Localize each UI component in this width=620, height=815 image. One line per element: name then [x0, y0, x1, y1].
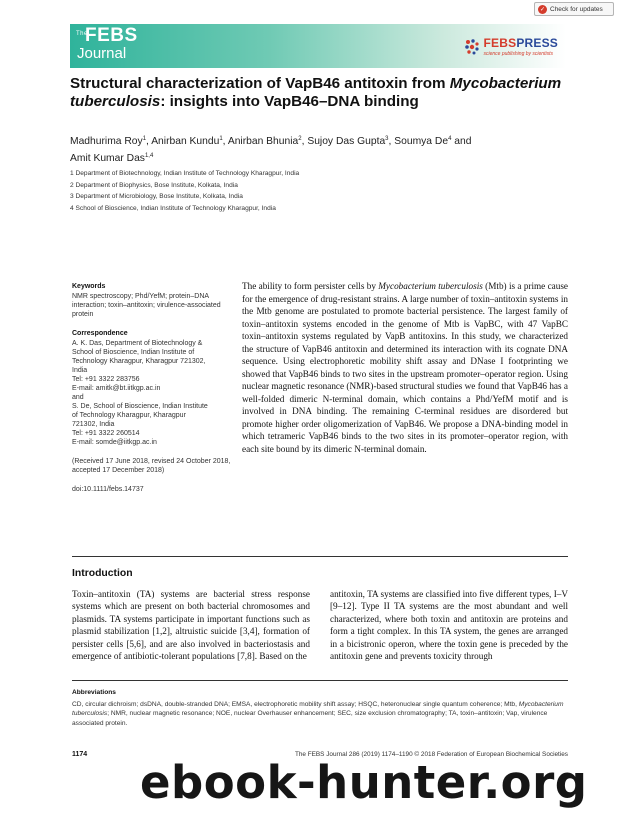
abbreviations-divider: [72, 680, 568, 681]
journal-banner: [70, 24, 566, 68]
correspondence-line: S. De, School of Bioscience, Indian Institute: [72, 403, 208, 410]
crossmark-icon: ✓: [539, 6, 546, 13]
author-list: Madhurima Roy$^1$, Anirban Kundu$^1$, Anirban Bhunia$^2$, Sujoy Das Gupta$^3$, Soumya De$^4$ and Amit Kumar Das$^{1,4}$: [70, 136, 472, 164]
check-for-updates-label: Check for updates: [550, 5, 603, 13]
logo-the: The: [76, 31, 88, 37]
received-dates: (Received 17 June 2018, revised 24 October 2018, accepted 17 December 2018): [72, 458, 231, 474]
title-part2: : insights into VapB46–DNA binding: [160, 92, 419, 110]
affiliation-item: 3 Department of Microbiology, Bose Institute, Kolkata, India: [70, 193, 243, 200]
correspondence-line: Tel: +91 3322 260514: [72, 430, 140, 437]
author-3[interactable]: Anirban Bhunia$^2$: [227, 136, 302, 147]
check-for-updates-button[interactable]: [534, 2, 614, 16]
affiliation-item: 1 Department of Biotechnology, Indian Institute of Technology Kharagpur, India: [70, 170, 300, 177]
authors-and: and: [454, 136, 472, 147]
correspondence-line: 721302, India: [72, 421, 115, 428]
correspondence-line: India: [72, 367, 88, 374]
watermark: ebook-hunter.org: [140, 756, 588, 809]
keywords-heading: Keywords: [72, 283, 106, 290]
author-1[interactable]: Madhurima Roy$^1$: [70, 136, 147, 147]
journal-citation: The FEBS Journal 286 (2019) 1174–1190 © 2018 Federation of European Biochemical Societies: [294, 751, 568, 758]
correspondence-line: A. K. Das, Department of Biotechnology &: [72, 340, 203, 347]
affiliation-item: 2 Department of Biophysics, Bose Institute, Kolkata, India: [70, 181, 238, 189]
abbreviations-text: CD, circular dichroism; dsDNA, double-stranded DNA; EMSA, electrophoretic mobility shift assay; HSQC, heteronuclear single quantum coherence; Mtb, Mycobacterium tuberculosis; NMR, nuclear magnetic resonance; NOE, nuclear Overhauser enhancement; SEC, size exclusion chromatography; TA, toxin–antitoxin; Vap, virulence associated protein.: [72, 700, 564, 727]
correspondence-email[interactable]: E-mail: amitk@bt.iitkgp.ac.in: [72, 385, 161, 392]
section-divider: [72, 556, 568, 557]
author-2[interactable]: Anirban Kundu$^1$: [151, 136, 223, 147]
introduction-heading: Introduction: [72, 568, 133, 579]
correspondence-heading: Correspondence: [72, 330, 128, 337]
article-title: [70, 75, 570, 110]
intro-column-left: Toxin–antitoxin (TA) systems are bacterial stress response systems which are present on both bacterial chromosomes and plasmids. TA systems participate in important functions such as plasmid stabilization [1,2], altruistic suicide [3,4], formation of persister cells [5,6], and are also involved in bacteriostasis and emergence of antibiotic-tolerant populations [7,8]. Based on the: [72, 589, 310, 662]
author-4[interactable]: Sujoy Das Gupta$^3$: [307, 136, 389, 147]
affiliations: [70, 168, 570, 214]
abbreviations-heading: Abbreviations: [72, 689, 116, 696]
author-5[interactable]: Soumya De$^4$: [394, 136, 452, 147]
correspondence-line: of Technology Kharagpur, Kharagpur: [72, 412, 186, 419]
title-italic: Mycobacterium tuberculosis: [70, 75, 562, 110]
doi-link[interactable]: doi:10.1111/febs.14737: [72, 486, 144, 493]
keywords-text: NMR spectroscopy; Phd/YefM; protein–DNA interaction; toxin–antitoxin; virulence-associated protein: [72, 293, 221, 318]
title-part1: Structural characterization of VapB46 antitoxin from: [70, 75, 450, 92]
press-tagline: science publishing by scientists: [483, 51, 553, 57]
correspondence-line: Tel: +91 3322 283756: [72, 376, 140, 383]
intro-column-right: antitoxin, TA systems are classified into five different types, I–V [9–12]. Type II TA systems are the most abundant and well characterized, where both toxin and antitoxin are proteins and form a tight complex. In this TA system, the genes are arranged in a bicistronic operon, where the toxin gene is preceded by the antitoxin gene and prevents toxicity through: [330, 589, 568, 662]
correspondence-line: Technology Kharagpur, Kharagpur 721302,: [72, 358, 206, 365]
affiliation-item: 4 School of Bioscience, Indian Institute of Technology Kharagpur, India: [70, 204, 276, 212]
press-name-press: PRESS: [516, 36, 558, 50]
correspondence-email[interactable]: E-mail: somde@iitkgp.ac.in: [72, 439, 157, 446]
correspondence-line: School of Bioscience, Indian Institute of: [72, 349, 195, 356]
correspondence-and: and: [72, 394, 84, 401]
page-number: 1174: [72, 751, 88, 758]
abbreviations: [72, 688, 568, 728]
author-6[interactable]: Amit Kumar Das$^{1,4}$: [70, 153, 154, 164]
abstract: The ability to form persister cells by Mycobacterium tuberculosis (Mtb) is a prime cause for the emergence of drug-resistant strains. A large number of toxin–antitoxin systems in the Mtb genome are postulated to promote bacterial persistence. The largest family of toxin–antitoxin systems encoded in the genome of Mtb is VapBC, with 47 VapBC toxin–antitoxin systems regulated by VapB antitoxins. In this study, we characterized the structure of VapB46 antitoxin and determined its interaction with its cognate DNA sequence. Using electrophoretic mobility shift assay and DNase I footprinting we showed that VapB46 binds to two sites in the upstream promoter–operator region. Using nuclear magnetic resonance (NMR)-based structural studies we found that VapB46 has a well-folded dimeric N-terminal domain, which contains a Phd/YefM motif and is involved in DNA binding. The remaining C-terminal residues are disordered but promote higher order oligomerization of VapB46. We propose a DNA-binding model in which tetrameric VapB46 binds to the two sites in its promoter–operator region, with each site bound by its dimeric N-terminal domain.: [242, 281, 568, 454]
press-name-febs: FEBS: [483, 36, 517, 50]
febs-press-dots-icon: [463, 38, 481, 56]
article-sidebar: [72, 282, 232, 504]
febs-press-logo: [463, 36, 559, 57]
logo-journal: Journal: [77, 45, 127, 62]
logo-febs: FEBS: [85, 25, 138, 46]
